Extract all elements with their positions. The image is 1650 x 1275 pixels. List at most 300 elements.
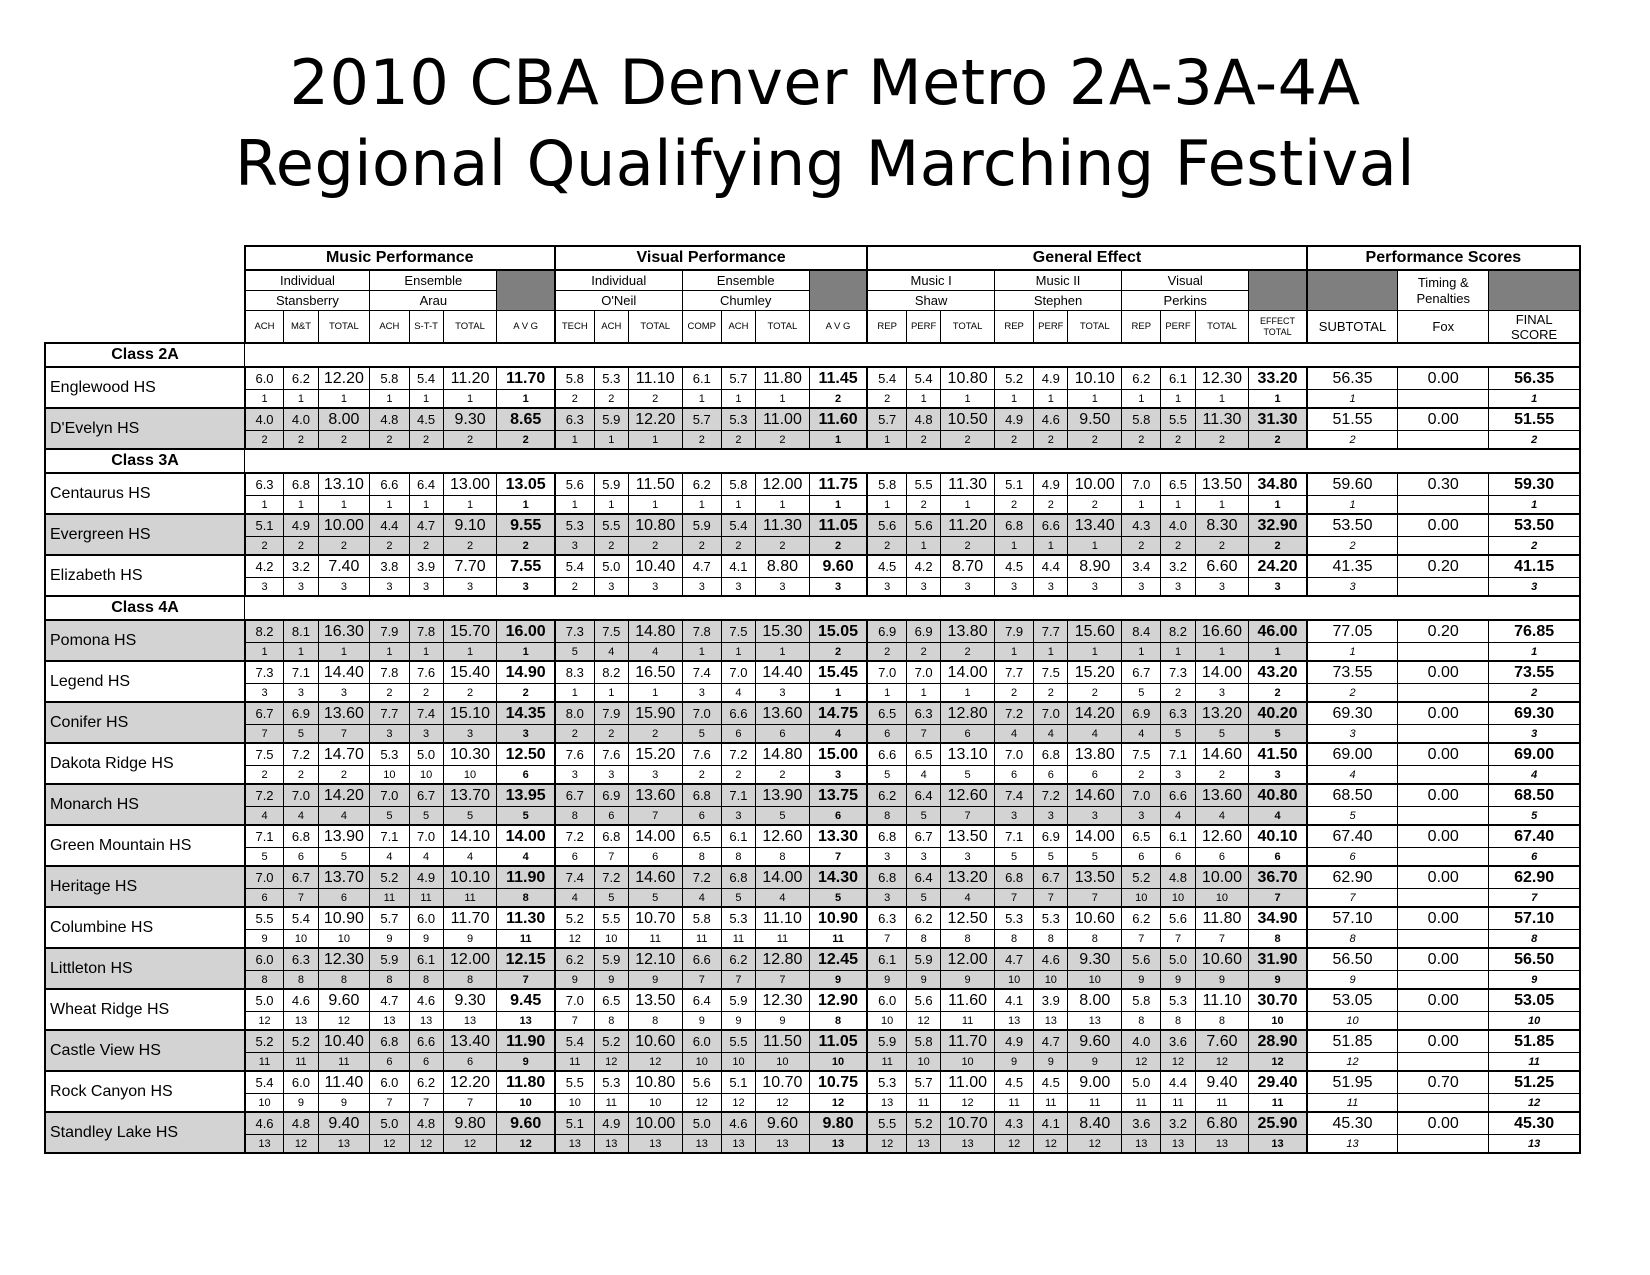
score-value: 4.9 — [994, 408, 1033, 431]
score-value: 10.40 — [318, 1030, 370, 1053]
rank-value: 1 — [682, 496, 721, 515]
school-name: Legend HS — [45, 661, 245, 702]
rank-value: 2 — [1161, 431, 1195, 450]
score-value: 6.1 — [409, 948, 443, 971]
score-value: 0.20 — [1398, 620, 1489, 643]
col-perf: PERF — [907, 311, 941, 344]
rank-row — [45, 971, 1580, 990]
rank-value: 3 — [370, 578, 409, 597]
score-value: 5.6 — [867, 514, 906, 537]
rank-value: 11 — [594, 1094, 628, 1113]
score-value: 6.4 — [409, 473, 443, 496]
rank-value: 5 — [994, 848, 1033, 867]
score-value: 16.60 — [1195, 620, 1249, 643]
score-value: 59.30 — [1489, 473, 1580, 496]
score-value: 51.95 — [1307, 1071, 1398, 1094]
score-value: 7.4 — [555, 866, 594, 889]
score-value: 73.55 — [1307, 661, 1398, 684]
rank-value: 2 — [594, 537, 628, 556]
rank-value: 6 — [941, 725, 995, 744]
rank-value: 3 — [1161, 766, 1195, 785]
table-row — [45, 825, 1580, 848]
score-value: 16.30 — [318, 620, 370, 643]
rank-value: 3 — [409, 725, 443, 744]
rank-value: 7 — [867, 930, 906, 949]
rank-value: 3 — [628, 766, 682, 785]
rank-value: 3 — [809, 578, 867, 597]
score-value: 6.8 — [284, 825, 318, 848]
rank-value: 1 — [1307, 643, 1398, 662]
score-value: 4.9 — [409, 866, 443, 889]
score-value: 3.2 — [1161, 1112, 1195, 1135]
score-value: 7.4 — [682, 661, 721, 684]
rank-value: 3 — [1034, 578, 1068, 597]
score-value: 12.60 — [1195, 825, 1249, 848]
rank-value: 12 — [245, 1012, 284, 1031]
rank-value: 5 — [867, 766, 906, 785]
col-mt: M&T — [284, 311, 318, 344]
rank-value: 1 — [682, 643, 721, 662]
rank-value: 4 — [809, 725, 867, 744]
score-value: 15.90 — [628, 702, 682, 725]
rank-row — [45, 496, 1580, 515]
rank-value: 8 — [1195, 1012, 1249, 1031]
rank-value: 7 — [594, 848, 628, 867]
score-value: 6.1 — [1161, 825, 1195, 848]
score-value: 7.4 — [409, 702, 443, 725]
score-value: 5.8 — [907, 1030, 941, 1053]
school-name: Littleton HS — [45, 948, 245, 989]
rank-value: 7 — [682, 971, 721, 990]
rank-value — [1398, 725, 1489, 744]
rank-value: 2 — [284, 537, 318, 556]
score-value: 5.0 — [1161, 948, 1195, 971]
score-value: 15.45 — [809, 661, 867, 684]
rank-value: 1 — [756, 496, 810, 515]
score-value: 14.00 — [497, 825, 555, 848]
col-perf: PERF — [1161, 311, 1195, 344]
rank-value: 2 — [1068, 496, 1122, 515]
score-value: 6.7 — [555, 784, 594, 807]
rank-value: 11 — [756, 930, 810, 949]
score-value: 69.00 — [1489, 743, 1580, 766]
score-value: 3.2 — [284, 555, 318, 578]
score-value: 5.8 — [682, 907, 721, 930]
class-label: Class 2A — [45, 343, 245, 367]
score-value: 12.60 — [756, 825, 810, 848]
score-value: 9.80 — [443, 1112, 497, 1135]
rank-value: 7 — [1249, 889, 1307, 908]
rank-value: 13 — [721, 1135, 755, 1154]
table-row — [45, 989, 1580, 1012]
rank-value: 1 — [370, 496, 409, 515]
score-value: 5.2 — [994, 367, 1033, 390]
score-value: 11.45 — [809, 367, 867, 390]
penalties-label: Penalties — [1416, 290, 1470, 306]
score-value: 0.00 — [1398, 1030, 1489, 1053]
score-value: 4.9 — [994, 1030, 1033, 1053]
rank-value: 2 — [370, 537, 409, 556]
rank-value: 3 — [941, 848, 995, 867]
rank-value: 1 — [941, 684, 995, 703]
score-value: 10.70 — [628, 907, 682, 930]
score-value: 5.2 — [284, 1030, 318, 1053]
score-value: 12.20 — [318, 367, 370, 390]
score-value: 0.20 — [1398, 555, 1489, 578]
rank-value: 4 — [1195, 807, 1249, 826]
score-value: 3.6 — [1161, 1030, 1195, 1053]
school-name: Castle View HS — [45, 1030, 245, 1071]
rank-value: 2 — [721, 537, 755, 556]
score-value: 7.6 — [594, 743, 628, 766]
rank-value: 1 — [1122, 496, 1161, 515]
score-value: 6.0 — [245, 948, 284, 971]
score-value: 3.9 — [1034, 989, 1068, 1012]
sub-ge-visual: Visual — [1122, 270, 1249, 291]
score-value: 8.2 — [594, 661, 628, 684]
score-value: 5.6 — [682, 1071, 721, 1094]
table-row — [45, 1071, 1580, 1094]
rank-value: 2 — [809, 537, 867, 556]
rank-value: 13 — [1307, 1135, 1398, 1154]
score-value: 11.75 — [809, 473, 867, 496]
judge-oneil: O'Neil — [555, 291, 682, 311]
rank-value: 1 — [443, 643, 497, 662]
score-value: 9.00 — [1068, 1071, 1122, 1094]
score-value: 4.8 — [370, 408, 409, 431]
score-value: 9.60 — [756, 1112, 810, 1135]
rank-value: 3 — [867, 578, 906, 597]
rank-value: 12 — [867, 1135, 906, 1154]
rank-value: 2 — [1034, 431, 1068, 450]
rank-value: 2 — [1195, 537, 1249, 556]
rank-row — [45, 1135, 1580, 1154]
score-value: 8.70 — [941, 555, 995, 578]
score-value: 4.3 — [994, 1112, 1033, 1135]
rank-value: 10 — [941, 1053, 995, 1072]
rank-value: 13 — [994, 1012, 1033, 1031]
score-value: 7.8 — [409, 620, 443, 643]
score-value: 6.2 — [682, 473, 721, 496]
score-value: 0.70 — [1398, 1071, 1489, 1094]
judge-stephen: Stephen — [994, 291, 1121, 311]
school-name: Dakota Ridge HS — [45, 743, 245, 784]
score-value: 5.1 — [721, 1071, 755, 1094]
score-value: 5.9 — [721, 989, 755, 1012]
rank-value: 10 — [682, 1053, 721, 1072]
score-value: 5.7 — [682, 408, 721, 431]
rank-value: 11 — [1249, 1094, 1307, 1113]
rank-value: 11 — [1307, 1094, 1398, 1113]
rank-value: 11 — [809, 930, 867, 949]
rank-value: 7 — [318, 725, 370, 744]
rank-value: 8 — [1307, 930, 1398, 949]
rank-value: 1 — [284, 496, 318, 515]
score-value: 67.40 — [1489, 825, 1580, 848]
score-value: 5.3 — [721, 907, 755, 930]
rank-value: 9 — [594, 971, 628, 990]
rank-value: 2 — [370, 684, 409, 703]
score-value: 14.40 — [756, 661, 810, 684]
score-value: 6.9 — [1034, 825, 1068, 848]
rank-value: 1 — [994, 390, 1033, 409]
rank-value: 12 — [409, 1135, 443, 1154]
rank-value: 3 — [245, 684, 284, 703]
score-value: 51.85 — [1307, 1030, 1398, 1053]
rank-value: 1 — [994, 643, 1033, 662]
rank-value: 2 — [628, 537, 682, 556]
rank-value: 6 — [1068, 766, 1122, 785]
score-value: 0.00 — [1398, 702, 1489, 725]
score-value: 11.90 — [497, 1030, 555, 1053]
group-performance-scores: Performance Scores — [1307, 246, 1580, 270]
rank-value: 13 — [497, 1012, 555, 1031]
rank-value: 7 — [497, 971, 555, 990]
rank-value: 5 — [284, 725, 318, 744]
score-value: 7.4 — [994, 784, 1033, 807]
rank-value — [1398, 1012, 1489, 1031]
score-value: 13.70 — [318, 866, 370, 889]
rank-value: 13 — [318, 1135, 370, 1154]
score-value: 11.20 — [443, 367, 497, 390]
score-value: 5.7 — [907, 1071, 941, 1094]
score-value: 14.00 — [756, 866, 810, 889]
rank-value: 4 — [555, 889, 594, 908]
rank-value: 11 — [1489, 1053, 1580, 1072]
score-value: 6.9 — [907, 620, 941, 643]
score-value: 4.7 — [409, 514, 443, 537]
score-value: 14.60 — [628, 866, 682, 889]
rank-value: 11 — [721, 930, 755, 949]
score-value: 4.5 — [994, 555, 1033, 578]
score-value: 10.60 — [1195, 948, 1249, 971]
score-value: 56.50 — [1307, 948, 1398, 971]
score-value: 11.05 — [809, 514, 867, 537]
score-value: 13.50 — [628, 989, 682, 1012]
rank-value: 7 — [809, 848, 867, 867]
rank-value: 3 — [1195, 684, 1249, 703]
rank-value: 5 — [1249, 725, 1307, 744]
score-value: 0.00 — [1398, 1112, 1489, 1135]
rank-value: 5 — [1068, 848, 1122, 867]
rank-value: 7 — [1068, 889, 1122, 908]
score-value: 10.70 — [756, 1071, 810, 1094]
score-value: 14.00 — [941, 661, 995, 684]
score-value: 14.00 — [628, 825, 682, 848]
rank-value: 1 — [1307, 390, 1398, 409]
score-value: 16.50 — [628, 661, 682, 684]
score-value: 15.40 — [443, 661, 497, 684]
rank-value: 9 — [1249, 971, 1307, 990]
score-value: 5.2 — [555, 907, 594, 930]
score-value: 15.60 — [1068, 620, 1122, 643]
rank-value: 1 — [867, 431, 906, 450]
score-value: 12.10 — [628, 948, 682, 971]
score-value: 7.0 — [1122, 473, 1161, 496]
rank-value: 1 — [1068, 537, 1122, 556]
rank-value: 8 — [867, 807, 906, 826]
score-value: 8.65 — [497, 408, 555, 431]
rank-value: 3 — [318, 578, 370, 597]
table-row — [45, 702, 1580, 725]
score-value: 30.70 — [1249, 989, 1307, 1012]
score-value: 9.60 — [809, 555, 867, 578]
rank-value: 10 — [907, 1053, 941, 1072]
score-value: 12.45 — [809, 948, 867, 971]
table-row — [45, 784, 1580, 807]
score-value: 13.10 — [318, 473, 370, 496]
score-value: 7.3 — [1161, 661, 1195, 684]
score-value: 16.00 — [497, 620, 555, 643]
score-value: 10.00 — [1068, 473, 1122, 496]
rank-value: 3 — [809, 766, 867, 785]
rank-value: 4 — [443, 848, 497, 867]
rank-value: 6 — [994, 766, 1033, 785]
score-value: 10.80 — [628, 514, 682, 537]
score-value: 4.2 — [907, 555, 941, 578]
rank-value: 3 — [245, 578, 284, 597]
rank-value: 5 — [1122, 684, 1161, 703]
school-name: Rock Canyon HS — [45, 1071, 245, 1112]
rank-value: 4 — [721, 684, 755, 703]
rank-value: 1 — [1161, 390, 1195, 409]
rank-value: 1 — [809, 431, 867, 450]
rank-value: 3 — [1249, 578, 1307, 597]
rank-value: 2 — [409, 537, 443, 556]
score-value: 6.6 — [721, 702, 755, 725]
rank-value: 2 — [1122, 431, 1161, 450]
rank-value: 1 — [409, 643, 443, 662]
rank-value: 4 — [941, 889, 995, 908]
score-value: 28.90 — [1249, 1030, 1307, 1053]
score-value: 7.6 — [555, 743, 594, 766]
rank-value: 1 — [682, 390, 721, 409]
score-value: 6.2 — [555, 948, 594, 971]
score-value: 8.2 — [1161, 620, 1195, 643]
sub-mp-ensemble: Ensemble — [370, 270, 497, 291]
score-value: 4.7 — [682, 555, 721, 578]
score-value: 12.80 — [941, 702, 995, 725]
score-value: 57.10 — [1489, 907, 1580, 930]
rank-value: 8 — [245, 971, 284, 990]
rank-value: 1 — [1034, 643, 1068, 662]
score-value: 0.00 — [1398, 367, 1489, 390]
rank-value: 2 — [497, 684, 555, 703]
rank-value: 1 — [867, 684, 906, 703]
rank-value: 3 — [1307, 578, 1398, 597]
score-value: 6.7 — [284, 866, 318, 889]
score-value: 13.60 — [628, 784, 682, 807]
score-value: 36.70 — [1249, 866, 1307, 889]
rank-row — [45, 1012, 1580, 1031]
score-value: 5.0 — [245, 989, 284, 1012]
score-value: 11.50 — [628, 473, 682, 496]
score-value: 7.40 — [318, 555, 370, 578]
score-value: 9.50 — [1068, 408, 1122, 431]
rank-value: 9 — [994, 1053, 1033, 1072]
score-value: 3.8 — [370, 555, 409, 578]
score-value: 13.90 — [756, 784, 810, 807]
score-value: 5.4 — [867, 367, 906, 390]
score-value: 5.3 — [594, 367, 628, 390]
rank-value: 3 — [497, 725, 555, 744]
score-value: 10.40 — [628, 555, 682, 578]
school-name: Conifer HS — [45, 702, 245, 743]
rank-value: 1 — [1034, 390, 1068, 409]
score-value: 77.05 — [1307, 620, 1398, 643]
score-value: 4.9 — [1034, 473, 1068, 496]
score-value: 5.9 — [907, 948, 941, 971]
rank-value: 13 — [370, 1012, 409, 1031]
rank-value: 2 — [1034, 684, 1068, 703]
score-value: 5.1 — [245, 514, 284, 537]
class-row-fill — [245, 596, 1580, 620]
score-value: 3.9 — [409, 555, 443, 578]
class-row — [45, 449, 1580, 473]
score-value: 6.8 — [867, 825, 906, 848]
subgroup-header-row — [45, 270, 1580, 291]
score-value: 24.20 — [1249, 555, 1307, 578]
score-value: 5.3 — [370, 743, 409, 766]
rank-value: 6 — [497, 766, 555, 785]
score-value: 6.7 — [1034, 866, 1068, 889]
column-header-row — [45, 311, 1580, 344]
score-label: SCORE — [1511, 326, 1558, 342]
col-rep: REP — [867, 311, 906, 344]
school-name: Monarch HS — [45, 784, 245, 825]
rank-value: 7 — [370, 1094, 409, 1113]
score-value: 7.0 — [721, 661, 755, 684]
rank-value: 2 — [867, 537, 906, 556]
rank-value: 7 — [756, 971, 810, 990]
rank-value: 10 — [555, 1094, 594, 1113]
rank-value: 5 — [443, 807, 497, 826]
rank-value: 13 — [756, 1135, 810, 1154]
rank-value: 9 — [1068, 1053, 1122, 1072]
score-value: 5.5 — [555, 1071, 594, 1094]
score-value: 4.6 — [1034, 948, 1068, 971]
school-name: Elizabeth HS — [45, 555, 245, 596]
rank-value: 9 — [1034, 1053, 1068, 1072]
page-title-line1: 2010 CBA Denver Metro 2A-3A-4A — [289, 46, 1361, 119]
rank-value: 7 — [555, 1012, 594, 1031]
rank-value: 3 — [994, 807, 1033, 826]
rank-value: 2 — [284, 766, 318, 785]
rank-value: 8 — [994, 930, 1033, 949]
score-value: 6.1 — [1161, 367, 1195, 390]
rank-value: 8 — [1068, 930, 1122, 949]
col-subtotal: SUBTOTAL — [1307, 311, 1398, 344]
score-value: 4.5 — [994, 1071, 1033, 1094]
score-value: 14.00 — [1195, 661, 1249, 684]
score-value: 15.20 — [1068, 661, 1122, 684]
rank-value: 2 — [628, 390, 682, 409]
rank-value: 1 — [756, 390, 810, 409]
score-value: 11.40 — [318, 1071, 370, 1094]
rank-value: 10 — [409, 766, 443, 785]
rank-value — [1398, 971, 1489, 990]
group-visual-performance: Visual Performance — [555, 246, 867, 270]
rank-value: 3 — [555, 766, 594, 785]
score-value: 53.50 — [1307, 514, 1398, 537]
rank-value: 8 — [370, 971, 409, 990]
rank-value: 1 — [318, 643, 370, 662]
score-value: 4.9 — [1034, 367, 1068, 390]
rank-value: 1 — [1195, 496, 1249, 515]
score-value: 6.2 — [907, 907, 941, 930]
rank-value: 12 — [682, 1094, 721, 1113]
rank-value: 3 — [756, 684, 810, 703]
